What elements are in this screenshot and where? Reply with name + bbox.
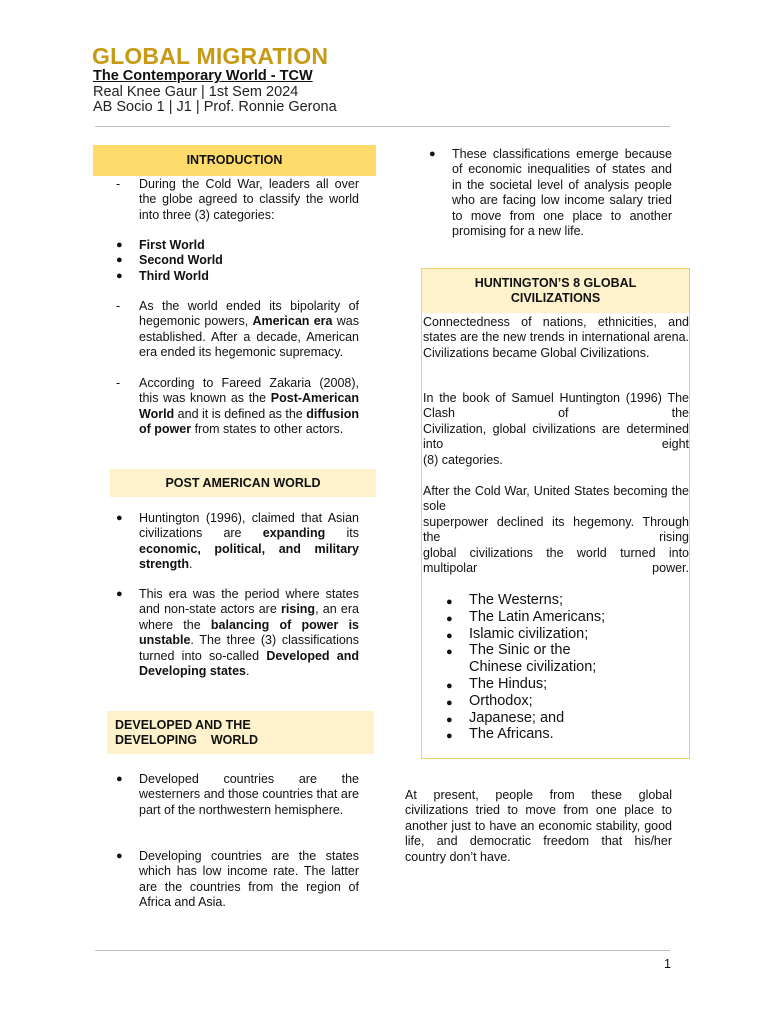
list-item: ● The Sinic or the [446, 642, 676, 659]
dash-marker: - [116, 177, 121, 191]
dash-marker: - [116, 299, 121, 313]
list-item-continuation: Chinese civilization; [469, 659, 597, 676]
list-item: ● Third World [116, 268, 209, 283]
bullet-icon: ● [116, 773, 123, 785]
post-bullet-1: ● Huntington (1996), claimed that Asian civilizations are expanding its economic, political, and military strength. [116, 511, 359, 572]
huntington-paragraph-3: After the Cold War, United States becoming the sole superpower declined its hegemony. Through the rising global civilizations the world turned into multipolar power. [423, 484, 689, 576]
bullet-icon: ● [116, 269, 123, 282]
bullet-icon: ● [116, 850, 123, 862]
bullet-icon: ● [116, 239, 123, 251]
bullet-icon: ● [429, 148, 436, 160]
intro-paragraph-3: - According to Fareed Zakaria (2008), this was known as the Post-American World and it is defined as the diffusion of power from states to other actors. [116, 376, 359, 437]
list-item: ● Second World [116, 253, 223, 268]
bullet-icon: ● [116, 588, 123, 600]
list-item: ● First World [116, 238, 205, 252]
bullet-icon: ● [446, 629, 453, 642]
dev-bullet-1: ● Developed countries are the westerners and those countries that are part of the northwestern hemisphere. [116, 772, 359, 817]
civilizations-list [446, 592, 676, 743]
list-item: ● The Westerns; [446, 592, 676, 609]
list-item: ● Islamic civilization; [446, 626, 676, 643]
bullet-icon: ● [446, 646, 453, 659]
bullet-icon: ● [446, 679, 453, 692]
list-item: ● Orthodox; [446, 693, 676, 710]
bullet-icon: ● [446, 730, 453, 743]
bullet-icon: ● [446, 696, 453, 709]
list-item: ● The Hindus; [446, 676, 676, 693]
list-item: ● The Latin Americans; [446, 609, 676, 626]
bullet-icon: ● [446, 713, 453, 726]
developed-developing-heading: DEVELOPED AND THE DEVELOPING WORLD [107, 711, 374, 754]
intro-paragraph-1: - During the Cold War, leaders all over the globe agreed to classify the world into three (3) categories: [116, 177, 359, 222]
post-american-world-heading: POST AMERICAN WORLD [110, 469, 376, 497]
dev-bullet-2: ● Developing countries are the states which has low income rate. The latter are the countries from the region of Africa and Asia. [116, 849, 359, 910]
post-bullet-2: ● This era was the period where states and non-state actors are rising, an era where the balancing of power is unstable. The three (3) classifications turned into so-called Developed and Developing states. [116, 587, 359, 679]
course-subtitle: The Contemporary World - TCW [93, 68, 313, 84]
list-item: ● Japanese; and [446, 710, 676, 727]
huntington-paragraph-1: Connectedness of nations, ethnicities, and states are the new trends in international arena. Civilizations became Global Civilizations. [423, 315, 689, 360]
present-paragraph: At present, people from these global civilizations tried to move from one place to another just to have an economic stability, good life, and democratic freedom that his/her country don’t have. [405, 788, 672, 864]
intro-paragraph-2: - As the world ended its bipolarity of hegemonic powers, American era was established. After a decade, American era ended its hegemonic supremacy. [116, 299, 359, 360]
bullet-icon: ● [446, 612, 453, 625]
bullet-icon: ● [446, 596, 453, 608]
list-item: ● The Africans. [446, 726, 676, 743]
header-divider [95, 126, 670, 127]
class-line: AB Socio 1 | J1 | Prof. Ronnie Gerona [93, 99, 337, 115]
introduction-heading: INTRODUCTION [93, 145, 376, 176]
bullet-icon: ● [116, 512, 123, 524]
huntington-paragraph-2: In the book of Samuel Huntington (1996) The Clash of the Civilization, global civilizations are determined into eight (8) categories. [423, 391, 689, 467]
classifications-bullet: ● These classifications emerge because of economic inequalities of states and in the societal level of analysis people who are facing low income salary tried to move from one place to another promising for a new life. [429, 147, 672, 239]
dash-marker: - [116, 376, 121, 390]
author-line: Real Knee Gaur | 1st Sem 2024 [93, 84, 299, 100]
huntington-heading: HUNTINGTON’S 8 GLOBAL CIVILIZATIONS [422, 269, 689, 313]
footer-divider [95, 950, 670, 951]
document-title: GLOBAL MIGRATION [92, 43, 329, 69]
page-number: 1 [664, 957, 671, 971]
bullet-icon: ● [116, 254, 123, 267]
worlds-list [116, 238, 359, 284]
